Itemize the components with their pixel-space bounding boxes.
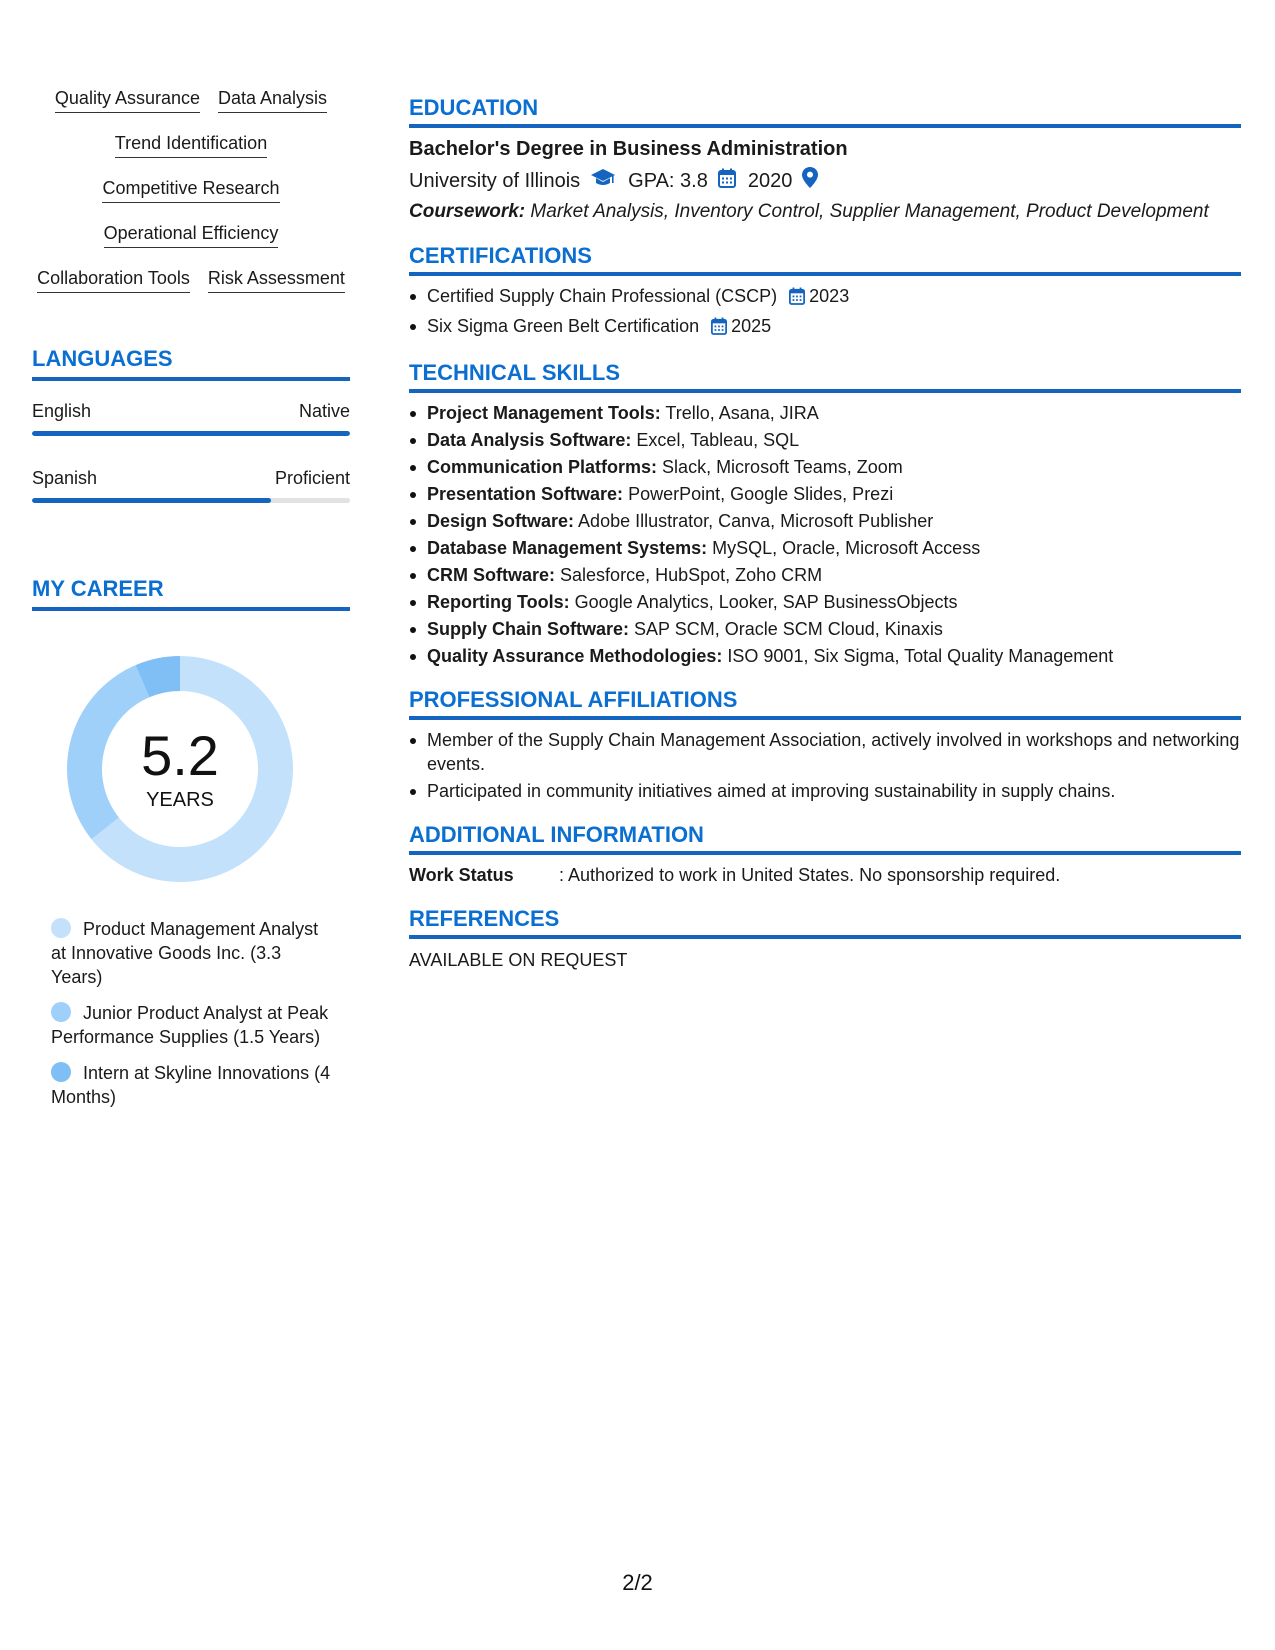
references-value: AVAILABLE ON REQUEST <box>409 950 628 970</box>
affiliations-section <box>409 686 1241 803</box>
graduation-year: 2020 <box>747 170 793 192</box>
page-number: 2/2 <box>622 1570 653 1595</box>
left-column <box>32 86 350 1121</box>
technical-skill-label: Quality Assurance Methodologies: <box>427 646 723 666</box>
technical-skill-item <box>409 482 1241 506</box>
legend-dot-icon <box>51 1002 71 1022</box>
additional-information-section <box>409 821 1241 887</box>
calendar-icon <box>789 287 805 311</box>
right-column <box>409 94 1241 990</box>
language-row <box>32 466 350 503</box>
technical-skill-label: Project Management Tools: <box>427 403 661 423</box>
location-pin-icon <box>802 167 818 195</box>
technical-skill-item <box>409 428 1241 452</box>
language-bar-fill <box>32 498 271 503</box>
career-legend-label: Junior Product Analyst at Peak Performance Supplies (1.5 Years) <box>51 1003 329 1047</box>
affiliations-list <box>409 728 1241 803</box>
career-legend-item <box>51 1001 331 1049</box>
technical-skill-label: Database Management Systems: <box>427 538 708 558</box>
technical-skill-item <box>409 509 1241 533</box>
language-name: English <box>32 401 92 421</box>
technical-skill-value: Slack, Microsoft Teams, Zoom <box>662 457 903 477</box>
skill-tag: Operational Efficiency <box>104 221 279 248</box>
education-details <box>409 167 1241 195</box>
technical-skill-item <box>409 590 1241 614</box>
skill-tag: Quality Assurance <box>55 86 200 113</box>
skill-tag: Trend Identification <box>115 131 267 158</box>
technical-skill-item <box>409 455 1241 479</box>
language-name: Spanish <box>32 468 98 488</box>
technical-skills-section <box>409 359 1241 668</box>
graduation-cap-icon <box>590 168 616 195</box>
career-legend-item <box>51 917 331 989</box>
work-status-value: : Authorized to work in United States. No sponsorship required. <box>559 865 1061 885</box>
technical-skill-label: CRM Software: <box>427 565 556 585</box>
language-row-top <box>32 399 350 423</box>
affiliations-heading: PROFESSIONAL AFFILIATIONS <box>409 686 1241 720</box>
languages-section <box>32 345 350 503</box>
education-section <box>409 94 1241 224</box>
career-section <box>32 575 350 1109</box>
references-section <box>409 905 1241 972</box>
technical-skills-heading: TECHNICAL SKILLS <box>409 359 1241 393</box>
language-row-top <box>32 466 350 490</box>
technical-skill-value: Google Analytics, Looker, SAP BusinessObjects <box>574 592 958 612</box>
technical-skill-value: Excel, Tableau, SQL <box>636 430 800 450</box>
references-heading: REFERENCES <box>409 905 1241 939</box>
language-level: Proficient <box>274 468 350 488</box>
career-donut-chart <box>66 655 294 883</box>
career-total-years: 5.2 <box>141 724 219 787</box>
coursework-list: Market Analysis, Inventory Control, Supplier Management, Product Development <box>530 201 1209 222</box>
technical-skills-list <box>409 401 1241 668</box>
skill-tag: Competitive Research <box>102 176 279 203</box>
school-name: University of Illinois <box>409 170 581 192</box>
calendar-icon <box>711 317 727 341</box>
certification-year: 2023 <box>809 286 850 306</box>
certifications-heading: CERTIFICATIONS <box>409 242 1241 276</box>
skills-tags <box>32 86 350 311</box>
coursework <box>409 200 1241 224</box>
technical-skill-value: Salesforce, HubSpot, Zoho CRM <box>560 565 823 585</box>
language-bar <box>32 431 350 436</box>
legend-dot-icon <box>51 918 71 938</box>
technical-skill-label: Supply Chain Software: <box>427 619 630 639</box>
technical-skill-value: ISO 9001, Six Sigma, Total Quality Management <box>727 646 1114 666</box>
language-bar-fill <box>32 431 350 436</box>
technical-skill-value: Adobe Illustrator, Canva, Microsoft Publisher <box>578 511 934 531</box>
technical-skill-value: SAP SCM, Oracle SCM Cloud, Kinaxis <box>634 619 943 639</box>
certification-year: 2025 <box>731 316 772 336</box>
affiliation-item: Member of the Supply Chain Management Association, actively involved in workshops and networking events. <box>409 728 1241 776</box>
language-row <box>32 399 350 436</box>
career-legend-label: Product Management Analyst at Innovative Goods Inc. (3.3 Years) <box>51 919 319 987</box>
affiliation-item: Participated in community initiatives aimed at improving sustainability in supply chains. <box>409 779 1241 803</box>
language-level: Native <box>298 401 350 421</box>
certification-name: Six Sigma Green Belt Certification <box>427 316 700 336</box>
technical-skill-item <box>409 644 1241 668</box>
skill-tag: Data Analysis <box>218 86 327 113</box>
technical-skill-item <box>409 401 1241 425</box>
work-status-label: Work Status <box>409 865 514 885</box>
technical-skill-label: Communication Platforms: <box>427 457 658 477</box>
career-legend <box>51 917 331 1109</box>
technical-skill-value: MySQL, Oracle, Microsoft Access <box>712 538 981 558</box>
donut-center <box>66 655 294 883</box>
technical-skill-value: PowerPoint, Google Slides, Prezi <box>628 484 894 504</box>
skill-tag: Risk Assessment <box>208 266 345 293</box>
technical-skill-item <box>409 617 1241 641</box>
coursework-label: Coursework: <box>409 201 526 222</box>
certification-name: Certified Supply Chain Professional (CSCP) <box>427 286 778 306</box>
legend-dot-icon <box>51 1062 71 1082</box>
languages-heading: LANGUAGES <box>32 345 350 381</box>
technical-skill-label: Reporting Tools: <box>427 592 570 612</box>
technical-skill-item <box>409 563 1241 587</box>
calendar-icon <box>718 168 736 195</box>
career-legend-label: Intern at Skyline Innovations (4 Months) <box>51 1063 331 1107</box>
technical-skill-label: Data Analysis Software: <box>427 430 632 450</box>
career-legend-item <box>51 1061 331 1109</box>
career-total-unit: YEARS <box>146 789 214 811</box>
additional-information-heading: ADDITIONAL INFORMATION <box>409 821 1241 855</box>
certifications-section <box>409 242 1241 341</box>
technical-skill-item <box>409 536 1241 560</box>
degree-title: Bachelor's Degree in Business Administration <box>409 138 848 160</box>
languages-list <box>32 399 350 503</box>
certification-item <box>409 284 1241 311</box>
gpa: GPA: 3.8 <box>628 170 708 192</box>
work-status-row <box>409 863 1241 887</box>
technical-skill-label: Presentation Software: <box>427 484 624 504</box>
education-heading: EDUCATION <box>409 94 1241 128</box>
certifications-list <box>409 284 1241 341</box>
language-bar <box>32 498 350 503</box>
certification-item <box>409 314 1241 341</box>
career-heading: MY CAREER <box>32 575 350 611</box>
technical-skill-label: Design Software: <box>427 511 575 531</box>
skill-tag: Collaboration Tools <box>37 266 190 293</box>
technical-skill-value: Trello, Asana, JIRA <box>665 403 819 423</box>
